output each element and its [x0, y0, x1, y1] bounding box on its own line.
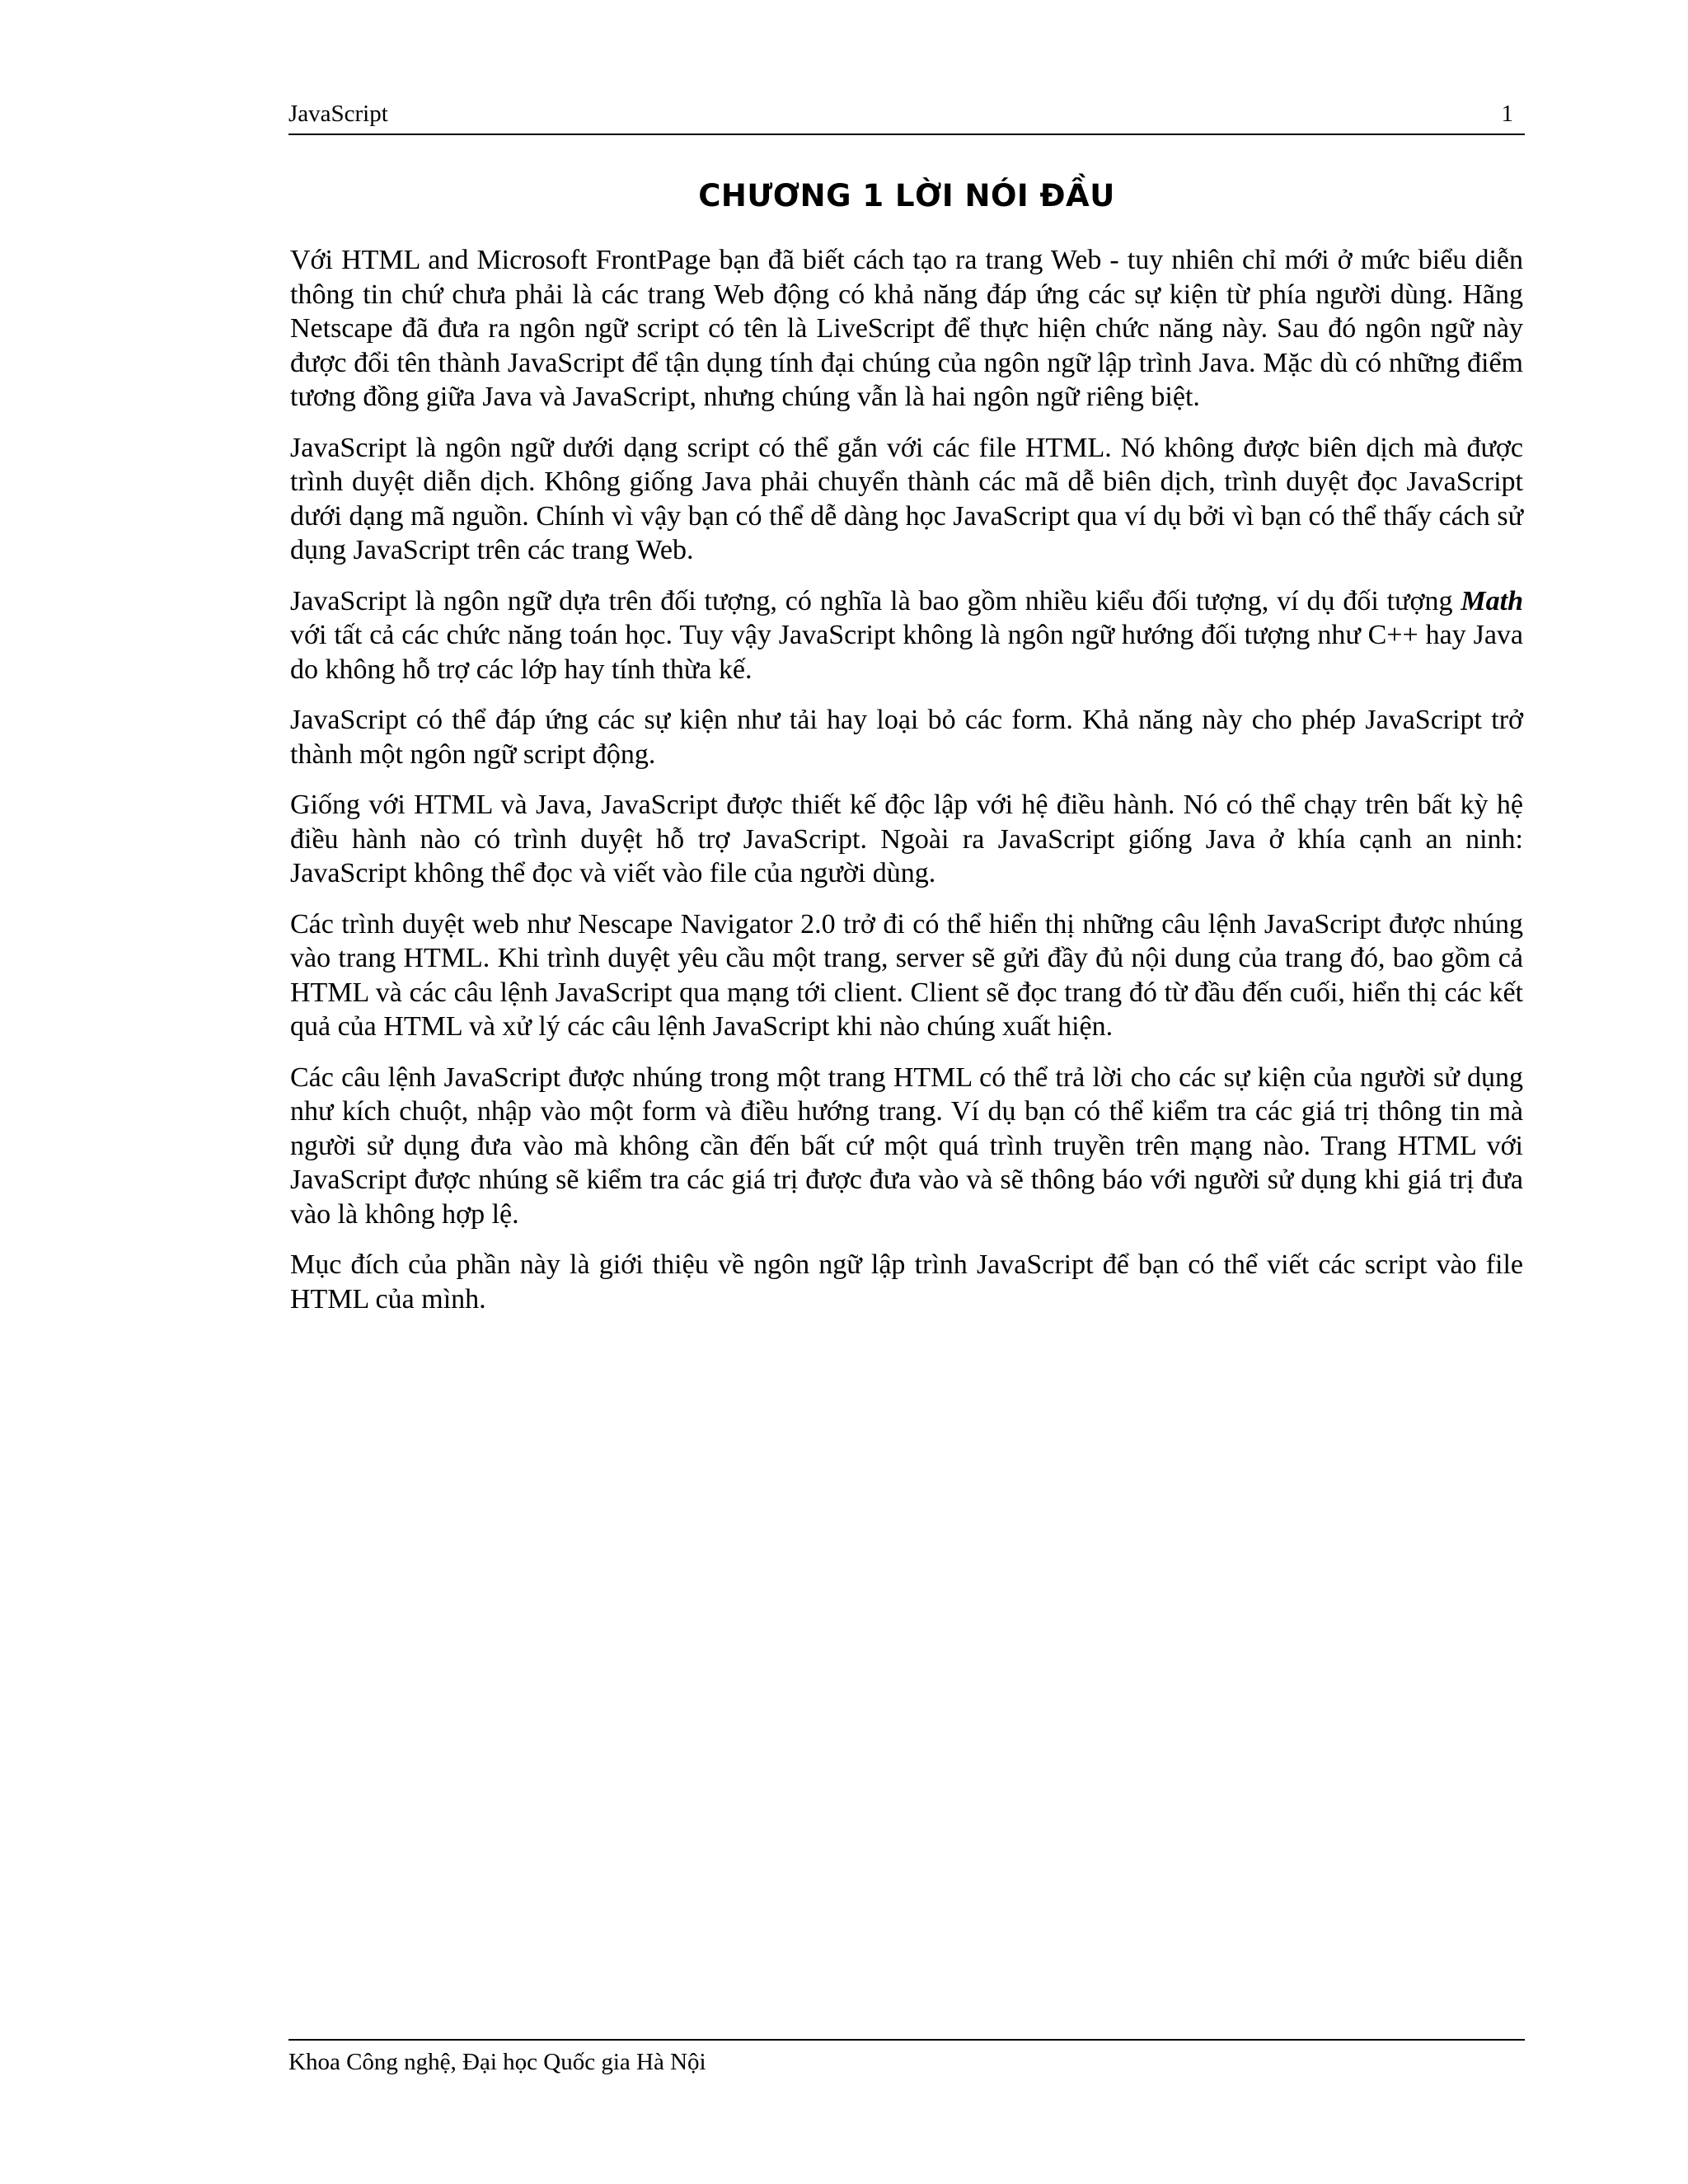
paragraph-8: Mục đích của phần này là giới thiệu về ngôn ngữ lập trình JavaScript để bạn có thể viết các script vào file HTML của mình.: [290, 1249, 1523, 1315]
paragraph-3: [290, 584, 1523, 687]
paragraph-4: JavaScript có thể đáp ứng các sự kiện như tải hay loại bỏ các form. Khả năng này cho phép JavaScript trở thành một ngôn ngữ script động.: [290, 705, 1523, 770]
paragraph-3-text-after: với tất cả các chức năng toán học. Tuy vậy JavaScript không là ngôn ngữ hướng đối tượng như C++ hay Java do không hỗ trợ các lớp hay tính thừa kế.: [290, 620, 1523, 685]
page-number: 1: [1501, 101, 1513, 127]
paragraph-7: Các câu lệnh JavaScript được nhúng trong một trang HTML có thể trả lời cho các sự kiện của người sử dụng như kích chuột, nhập vào một form và điều hướng trang. Ví dụ bạn có thể kiểm tra các giá trị thông tin mà người sử dụng đưa vào mà không cần đến bất cứ một quá trình truyền trên mạng nào. Trang HTML với JavaScript được nhúng sẽ kiểm tra các giá trị được đưa vào và sẽ thông báo với người sử dụng khi giá trị đưa vào là không hợp lệ.: [290, 1062, 1523, 1230]
paragraph-1: Với HTML and Microsoft FrontPage bạn đã biết cách tạo ra trang Web - tuy nhiên chỉ mới ở mức biểu diễn thông tin chứ chưa phải là các trang Web động có khả năng đáp ứng các sự kiện từ phía người dùng. Hãng Netscape đã đưa ra ngôn ngữ script có tên là LiveScript để thực hiện chức năng này. Sau đó ngôn ngữ này được đổi tên thành JavaScript để tận dụng tính đại chúng của ngôn ngữ lập trình Java. Mặc dù có những điểm tương đồng giữa Java và JavaScript, nhưng chúng vẫn là hai ngôn ngữ riêng biệt.: [290, 245, 1523, 412]
page-footer: [288, 2039, 1525, 2076]
chapter-title: CHƯƠNG 1 LỜI NÓI ĐẦU: [698, 178, 1115, 213]
paragraph-3-text-before: JavaScript là ngôn ngữ dựa trên đối tượng, có nghĩa là bao gồm nhiều kiểu đối tượng, ví dụ đối tượng: [290, 585, 1461, 616]
paragraph-5: Giống với HTML và Java, JavaScript được thiết kế độc lập với hệ điều hành. Nó có thể chạy trên bất kỳ hệ điều hành nào có trình duyệt hỗ trợ JavaScript. Ngoài ra JavaScript giống Java ở khía cạnh an ninh: JavaScript không thể đọc và viết vào file của người dùng.: [290, 790, 1523, 888]
math-object-term: Math: [1461, 585, 1523, 616]
paragraph-6: Các trình duyệt web như Nescape Navigator 2.0 trở đi có thể hiển thị những câu lệnh JavaScript được nhúng vào trang HTML. Khi trình duyệt yêu cầu một trang, server sẽ gửi đầy đủ nội dung của trang đó, bao gồm cả HTML và các câu lệnh JavaScript qua mạng tới client. Client sẽ đọc trang đó từ đầu đến cuối, hiển thị các kết quả của HTML và xử lý các câu lệnh JavaScript khi nào chúng xuất hiện.: [290, 908, 1523, 1042]
header-title: JavaScript: [288, 101, 388, 127]
body-text: [290, 243, 1523, 1333]
page-header: [288, 97, 1525, 135]
footer-text: Khoa Công nghệ, Đại học Quốc gia Hà Nội: [288, 2049, 706, 2075]
paragraph-2: JavaScript là ngôn ngữ dưới dạng script có thể gắn với các file HTML. Nó không được biên dịch mà được trình duyệt diễn dịch. Không giống Java phải chuyển thành các mã dễ biên dịch, trình duyệt đọc JavaScript dưới dạng mã nguồn. Chính vì vậy bạn có thể dễ dàng học JavaScript qua ví dụ bởi vì bạn có thể thấy cách sử dụng JavaScript trên các trang Web.: [290, 432, 1523, 565]
